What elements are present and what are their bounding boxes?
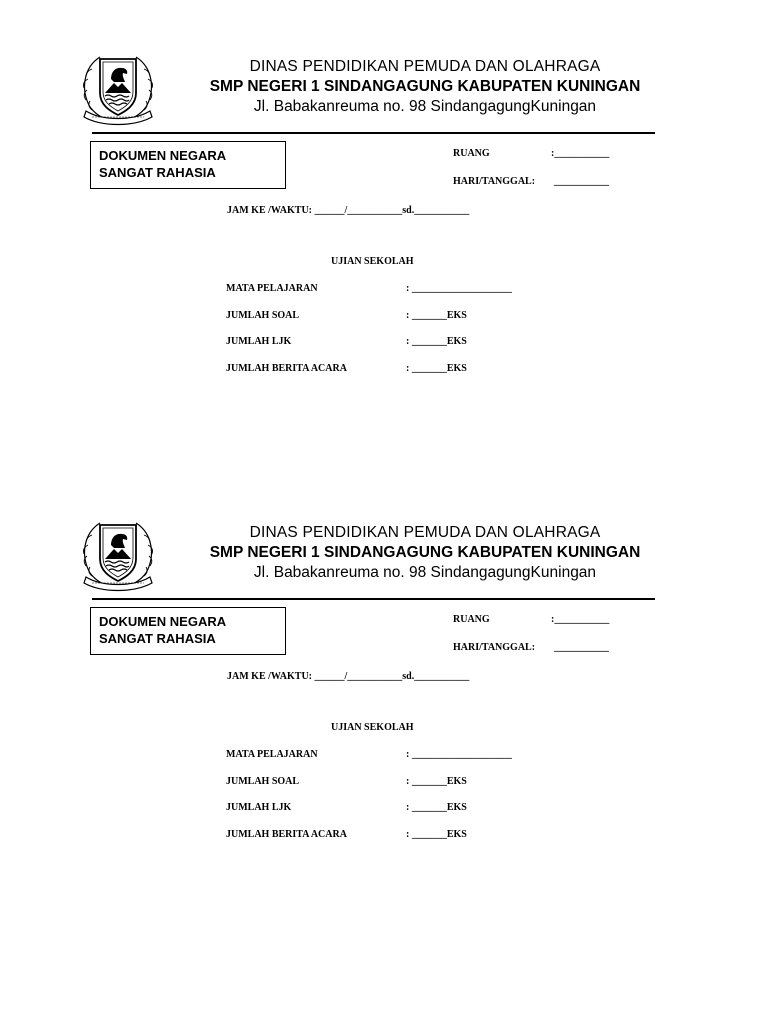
classification-line: SANGAT RAHASIA [99, 631, 216, 646]
mata-pelajaran-field: : ____________________ [406, 283, 512, 294]
hari-tanggal-label: HARI/TANGGAL: [453, 176, 536, 187]
classification-box [90, 141, 286, 189]
jumlah-berita-acara-label: JUMLAH BERITA ACARA [226, 829, 347, 840]
ruang-field: :___________ [551, 614, 610, 625]
jumlah-soal-label: JUMLAH SOAL [226, 776, 300, 787]
jam-waktu-line: JAM KE /WAKTU: ______/___________sd.___________ [227, 671, 470, 682]
classification-line: SANGAT RAHASIA [99, 165, 216, 180]
ruang-label: RUANG [453, 614, 490, 625]
jumlah-ljk-field: : _______EKS [406, 802, 467, 813]
regency-crest-icon [78, 49, 158, 127]
mata-pelajaran-label: MATA PELAJARAN [226, 283, 318, 294]
hari-tanggal-label: HARI/TANGGAL: [453, 642, 536, 653]
school-name: SMP NEGERI 1 SINDANGAGUNG KABUPATEN KUNINGAN [209, 78, 641, 95]
exam-envelope-form [0, 466, 768, 932]
school-name: SMP NEGERI 1 SINDANGAGUNG KABUPATEN KUNINGAN [209, 544, 641, 561]
jam-waktu-line: JAM KE /WAKTU: ______/___________sd.___________ [227, 205, 470, 216]
jumlah-ljk-field: : _______EKS [406, 336, 467, 347]
jumlah-ljk-label: JUMLAH LJK [226, 336, 292, 347]
mata-pelajaran-label: MATA PELAJARAN [226, 749, 318, 760]
classification-box [90, 607, 286, 655]
jumlah-berita-acara-label: JUMLAH BERITA ACARA [226, 363, 347, 374]
jumlah-soal-field: : _______EKS [406, 310, 467, 321]
jumlah-berita-acara-field: : _______EKS [406, 829, 467, 840]
ruang-field: :___________ [551, 148, 610, 159]
exam-title: UJIAN SEKOLAH [331, 722, 414, 733]
exam-envelope-form [0, 0, 768, 466]
mata-pelajaran-field: : ____________________ [406, 749, 512, 760]
regency-crest-icon [78, 515, 158, 593]
exam-title: UJIAN SEKOLAH [331, 256, 414, 267]
agency-name: DINAS PENDIDIKAN PEMUDA DAN OLAHRAGA [249, 524, 601, 541]
classification-line: DOKUMEN NEGARA [99, 614, 227, 629]
hari-tanggal-field: ___________ [554, 176, 609, 187]
jumlah-ljk-label: JUMLAH LJK [226, 802, 292, 813]
classification-line: DOKUMEN NEGARA [99, 148, 227, 163]
jumlah-berita-acara-field: : _______EKS [406, 363, 467, 374]
school-address: Jl. Babakanreuma no. 98 SindangagungKuningan [253, 564, 597, 581]
school-address: Jl. Babakanreuma no. 98 SindangagungKuningan [253, 98, 597, 115]
jumlah-soal-label: JUMLAH SOAL [226, 310, 300, 321]
hari-tanggal-field: ___________ [554, 642, 609, 653]
agency-name: DINAS PENDIDIKAN PEMUDA DAN OLAHRAGA [249, 58, 601, 75]
jumlah-soal-field: : _______EKS [406, 776, 467, 787]
header-divider [92, 598, 655, 600]
header-divider [92, 132, 655, 134]
ruang-label: RUANG [453, 148, 490, 159]
